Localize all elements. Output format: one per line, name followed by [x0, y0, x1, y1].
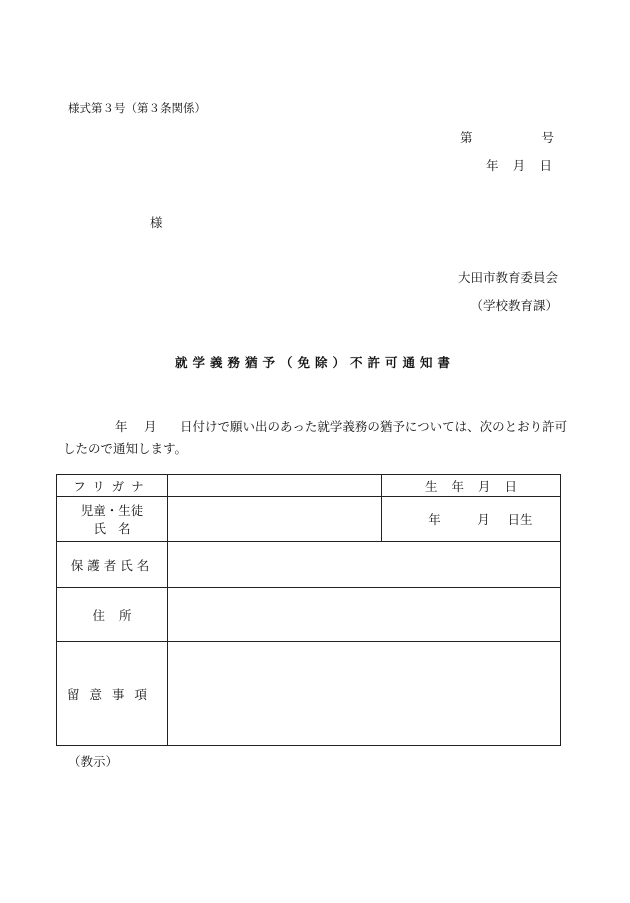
issue-date [486, 156, 552, 174]
doc-number-suffix: 号 [541, 130, 554, 145]
student-label-line1: 児童・生徒 [80, 503, 144, 518]
instruction-note: （教示） [68, 754, 119, 769]
issuer-name: 大田市教育委員会 [457, 270, 558, 285]
guardian-label: 保護者氏名 [57, 542, 168, 588]
dob-year: 年 [428, 512, 441, 527]
furigana-label: フリガナ [57, 475, 168, 497]
notes-field[interactable] [168, 642, 561, 746]
notice-body [63, 416, 568, 460]
issue-date-year: 年 [486, 158, 499, 173]
dob-day: 日生 [507, 512, 533, 527]
address-label: 住 所 [57, 588, 168, 642]
info-table [56, 474, 561, 746]
notes-label: 留意事項 [57, 642, 168, 746]
body-month: 月 [144, 419, 157, 434]
issue-date-day: 日 [539, 158, 552, 173]
dob-month: 月 [477, 512, 490, 527]
issuer-department: （学校教育課） [470, 298, 558, 313]
addressee-honorific: 様 [150, 215, 163, 230]
address-field[interactable] [168, 588, 561, 642]
furigana-field[interactable] [168, 475, 382, 497]
issue-date-month: 月 [512, 158, 526, 173]
form-id: 様式第３号（第３条関係） [68, 101, 206, 115]
student-name-label [57, 497, 168, 542]
document-title: 就学義務猶予（免除）不許可通知書 [174, 355, 455, 370]
body-year: 年 [115, 419, 128, 434]
document-number [460, 128, 554, 146]
student-label-line2: 氏 名 [93, 521, 131, 536]
doc-number-prefix: 第 [460, 130, 473, 145]
guardian-field[interactable] [168, 542, 561, 588]
dob-header: 生 年 月 日 [382, 475, 561, 497]
dob-field[interactable] [382, 497, 561, 542]
body-text: 日付けで願い出のあった就学義務の猶予については、次のとおり許可したので通知します。 [63, 419, 568, 456]
student-name-field[interactable] [168, 497, 382, 542]
